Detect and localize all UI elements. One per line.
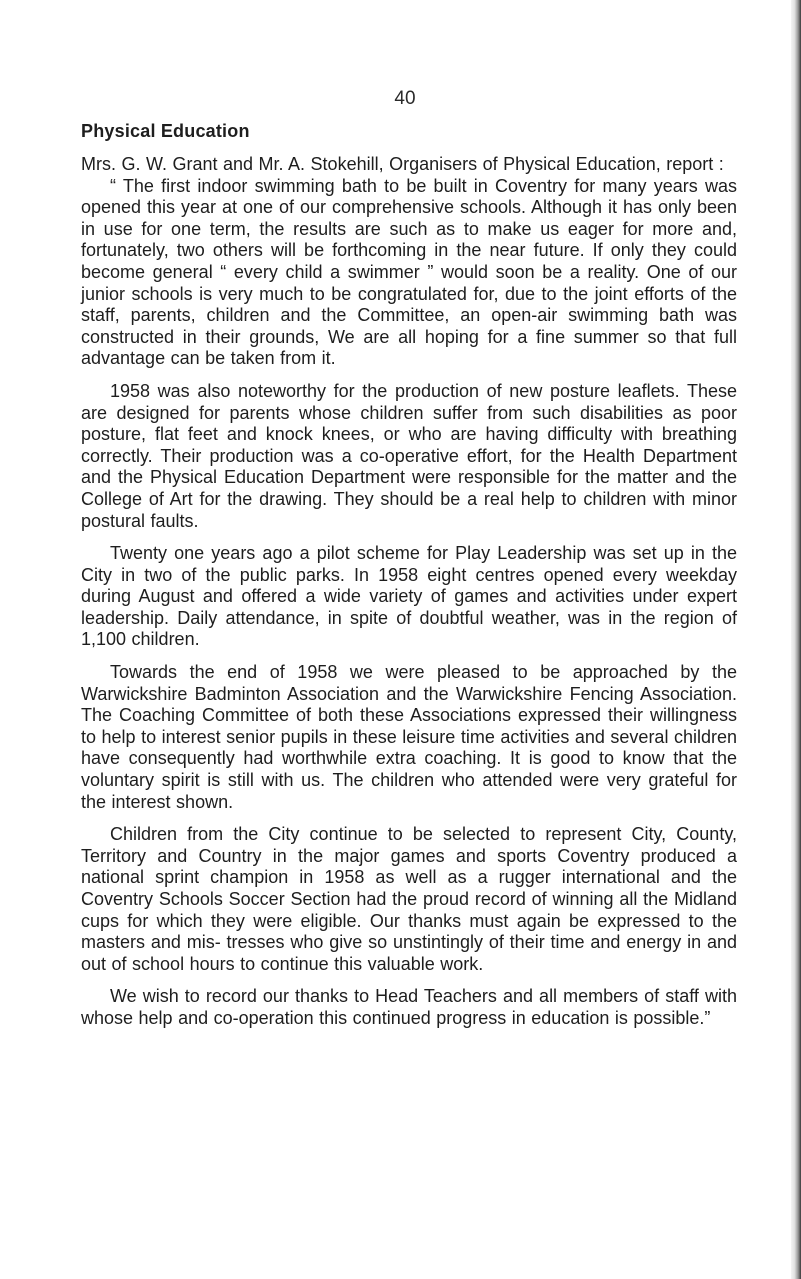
paragraph-badminton-fencing: Towards the end of 1958 we were pleased to be approached by the Warwickshire Badminton Association and the Warwickshire Fencing Association. The Coaching Committee of both these Associations expressed their willingness to help to interest senior pupils in these leisure time activities and several children have consequently had worthwhile extra coaching. It is good to know that the voluntary spirit is still with us. The children who attended were very grateful for the interest shown. <box>81 662 737 812</box>
paragraph-swimming: “ The first indoor swimming bath to be built in Coventry for many years was opened this year at one of our comprehensive schools. Although it has only been in use for one term, the results are such as to make us eager for more and, fortunately, two others will be forthcoming in the near future. If only they could become general “ every child a swimmer ” would soon be a reality. One of our junior schools is very much to be congratulated for, due to the joint efforts of the staff, parents, children and the Committee, an open-air swimming bath was constructed in their grounds, We are all hoping for a fine summer so that full advantage can be taken from it. <box>81 175 737 369</box>
report-body <box>81 154 737 1030</box>
page-number: 40 <box>394 88 416 109</box>
section-heading: Physical Education <box>81 121 250 141</box>
paragraph-play-leadership: Twenty one years ago a pilot scheme for Play Leadership was set up in the City in two of the public parks. In 1958 eight centres opened every weekday during August and offered a wide variety of games and activities under expert leadership. Daily attendance, in spite of doubtful weather, was in the region of 1,100 children. <box>81 543 737 650</box>
page-edge-shadow <box>791 0 801 1279</box>
paragraph-thanks: We wish to record our thanks to Head Teachers and all members of staff with whose help and co-operation this continued progress in education is possible.” <box>81 986 737 1028</box>
paragraph-posture-leaflets: 1958 was also noteworthy for the production of new posture leaflets. These are designed for parents whose children suffer from such disabilities as poor posture, flat feet and knock knees, or who are having difficulty with breathing correctly. Their production was a co-operative effort, for the Health Department and the Physical Education Department were responsible for the matter and the College of Art for the drawing. They should be a real help to children with minor postural faults. <box>81 380 737 531</box>
paragraph-representation: Children from the City continue to be selected to represent City, County, Territory and Country in the major games and sports Coventry produced a national sprint champion in 1958 as well as a rugger international and the Coventry Schools Soccer Section had the proud record of winning all the Midland cups for which they were eligible. Our thanks must again be expressed to the masters and mis- tresses who give so unstintingly of their time and energy in and out of school hours to continue this valuable work. <box>81 824 737 974</box>
intro-paragraph: Mrs. G. W. Grant and Mr. A. Stokehill, Organisers of Physical Education, report : <box>81 154 724 174</box>
